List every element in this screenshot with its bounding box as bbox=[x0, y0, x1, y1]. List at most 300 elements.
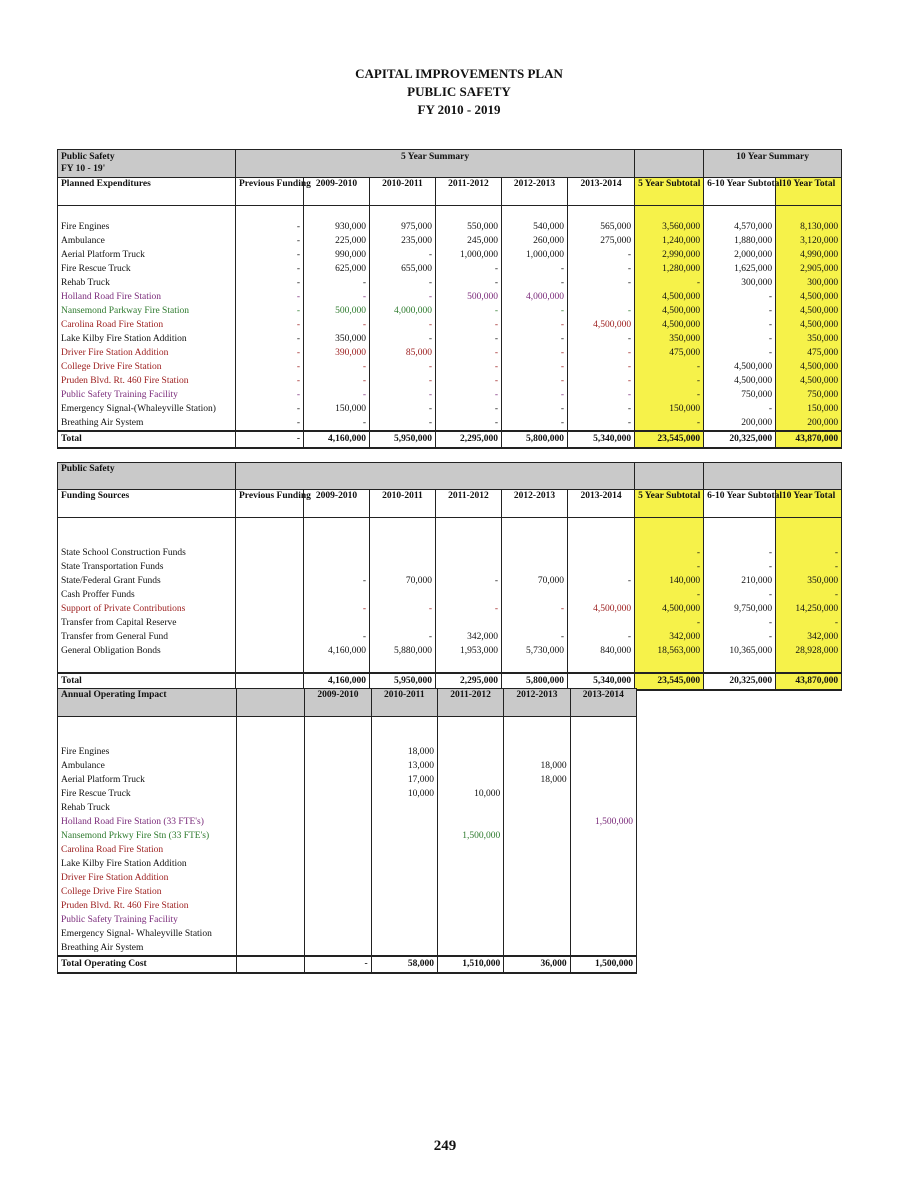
total-row bbox=[58, 431, 842, 448]
row-value: 4,160,000 bbox=[304, 644, 370, 658]
row-value bbox=[437, 857, 503, 871]
spacer-cell bbox=[236, 731, 304, 745]
row-value bbox=[436, 616, 502, 630]
table-row bbox=[58, 941, 637, 956]
row-value: - bbox=[635, 616, 704, 630]
row-value: 10,000 bbox=[437, 787, 503, 801]
row-value bbox=[236, 546, 304, 560]
total-value: 5,950,000 bbox=[370, 431, 436, 448]
total-value: - bbox=[305, 956, 371, 973]
row-value bbox=[570, 829, 636, 843]
row-value bbox=[371, 815, 437, 829]
row-value: 540,000 bbox=[502, 220, 568, 234]
funding-column-header bbox=[58, 490, 842, 518]
spacer-cell bbox=[370, 518, 436, 533]
row-value bbox=[370, 616, 436, 630]
spacer-cell bbox=[236, 717, 304, 732]
total-value: 4,160,000 bbox=[304, 431, 370, 448]
row-value bbox=[502, 546, 568, 560]
row-value: 342,000 bbox=[635, 630, 704, 644]
row-value bbox=[371, 801, 437, 815]
row-value bbox=[502, 560, 568, 574]
fund-col-2009-2010: 2009-2010 bbox=[304, 490, 370, 518]
spacer-cell bbox=[437, 717, 503, 732]
row-value bbox=[437, 913, 503, 927]
row-blank-cell bbox=[236, 801, 304, 815]
row-value: - bbox=[436, 388, 502, 402]
row-value: - bbox=[236, 290, 304, 304]
row-value: 342,000 bbox=[776, 630, 842, 644]
row-value: - bbox=[704, 318, 776, 332]
doc-title: CAPITAL IMPROVEMENTS PLAN bbox=[355, 66, 563, 81]
col-2013-2014: 2013-2014 bbox=[568, 178, 635, 206]
row-value: 4,500,000 bbox=[568, 602, 635, 616]
row-value bbox=[570, 885, 636, 899]
table-row bbox=[58, 416, 842, 431]
spacer-cell bbox=[504, 717, 570, 732]
row-value: - bbox=[436, 318, 502, 332]
row-value bbox=[370, 588, 436, 602]
funding-header-right bbox=[704, 463, 842, 490]
row-value: - bbox=[370, 318, 436, 332]
row-value: - bbox=[304, 630, 370, 644]
row-label: Holland Road Fire Station bbox=[58, 290, 236, 304]
row-value bbox=[236, 616, 304, 630]
row-value: - bbox=[304, 388, 370, 402]
row-value: 1,953,000 bbox=[436, 644, 502, 658]
row-value: 350,000 bbox=[304, 332, 370, 346]
row-label: Rehab Truck bbox=[58, 276, 236, 290]
row-value: - bbox=[236, 402, 304, 416]
row-value bbox=[236, 560, 304, 574]
row-value: 300,000 bbox=[704, 276, 776, 290]
row-value: - bbox=[236, 416, 304, 431]
spacer-cell bbox=[58, 206, 236, 221]
row-label: Lake Kilby Fire Station Addition bbox=[58, 857, 237, 871]
row-value: - bbox=[502, 374, 568, 388]
row-value: 390,000 bbox=[304, 346, 370, 360]
spacer-cell bbox=[570, 717, 636, 732]
header-gap bbox=[635, 150, 704, 178]
row-blank-cell bbox=[236, 927, 304, 941]
total-value: 5,340,000 bbox=[568, 431, 635, 448]
row-value: - bbox=[704, 546, 776, 560]
row-value: - bbox=[236, 388, 304, 402]
row-value bbox=[436, 588, 502, 602]
row-value: 475,000 bbox=[776, 346, 842, 360]
table-row bbox=[58, 220, 842, 234]
row-label: Carolina Road Fire Station bbox=[58, 318, 236, 332]
total-value: 1,500,000 bbox=[570, 956, 636, 973]
row-label: Emergency Signal-(Whaleyville Station) bbox=[58, 402, 236, 416]
row-value bbox=[371, 927, 437, 941]
row-value bbox=[236, 574, 304, 588]
row-value: - bbox=[236, 220, 304, 234]
row-value: 18,563,000 bbox=[635, 644, 704, 658]
row-blank-cell bbox=[236, 815, 304, 829]
row-value: - bbox=[502, 630, 568, 644]
row-value bbox=[304, 560, 370, 574]
row-label: State Transportation Funds bbox=[58, 560, 236, 574]
row-value: - bbox=[436, 416, 502, 431]
row-value bbox=[502, 588, 568, 602]
row-value: - bbox=[236, 374, 304, 388]
row-value: 235,000 bbox=[370, 234, 436, 248]
row-value: 3,560,000 bbox=[635, 220, 704, 234]
operating-section-label: Annual Operating Impact bbox=[58, 689, 237, 717]
row-label: Pruden Blvd. Rt. 460 Fire Station bbox=[58, 899, 237, 913]
row-value: - bbox=[568, 262, 635, 276]
row-value: - bbox=[436, 262, 502, 276]
row-value bbox=[437, 815, 503, 829]
row-value: - bbox=[370, 388, 436, 402]
spacer-cell bbox=[504, 731, 570, 745]
spacer-cell bbox=[568, 532, 635, 546]
row-value: - bbox=[568, 276, 635, 290]
row-label: Fire Engines bbox=[58, 745, 237, 759]
spacer-cell bbox=[370, 658, 436, 673]
spacer-cell bbox=[304, 532, 370, 546]
row-value bbox=[437, 941, 503, 956]
row-label: Aerial Platform Truck bbox=[58, 248, 236, 262]
row-value: - bbox=[370, 402, 436, 416]
spacer-cell bbox=[502, 658, 568, 673]
row-value bbox=[305, 871, 371, 885]
row-value: 475,000 bbox=[635, 346, 704, 360]
row-value: - bbox=[704, 332, 776, 346]
row-label: Carolina Road Fire Station bbox=[58, 843, 237, 857]
row-value bbox=[370, 560, 436, 574]
row-value bbox=[371, 913, 437, 927]
spacer-cell bbox=[570, 731, 636, 745]
table-row bbox=[58, 773, 637, 787]
funding-summary-header bbox=[58, 463, 842, 490]
total-label: Total bbox=[58, 431, 236, 448]
row-value bbox=[305, 927, 371, 941]
row-value bbox=[305, 745, 371, 759]
table-row bbox=[58, 588, 842, 602]
row-value: - bbox=[635, 546, 704, 560]
row-value: - bbox=[436, 304, 502, 318]
row-value: 18,000 bbox=[504, 759, 570, 773]
table-row bbox=[58, 644, 842, 658]
spacer-cell bbox=[436, 206, 502, 221]
row-value: 565,000 bbox=[568, 220, 635, 234]
total-value: 58,000 bbox=[371, 956, 437, 973]
row-value: - bbox=[236, 234, 304, 248]
row-value: 260,000 bbox=[502, 234, 568, 248]
row-label: Pruden Blvd. Rt. 460 Fire Station bbox=[58, 374, 236, 388]
expenditures-body bbox=[58, 206, 842, 449]
spacer-cell bbox=[371, 731, 437, 745]
op-col-2013-2014: 2013-2014 bbox=[570, 689, 636, 717]
row-label: Transfer from General Fund bbox=[58, 630, 236, 644]
row-value bbox=[305, 815, 371, 829]
row-value bbox=[570, 745, 636, 759]
row-value bbox=[570, 899, 636, 913]
table-row bbox=[58, 759, 637, 773]
row-value: 350,000 bbox=[776, 332, 842, 346]
table-row bbox=[58, 560, 842, 574]
row-value: 13,000 bbox=[371, 759, 437, 773]
row-value: - bbox=[304, 318, 370, 332]
row-value bbox=[437, 745, 503, 759]
row-value bbox=[504, 885, 570, 899]
row-value: 1,240,000 bbox=[635, 234, 704, 248]
row-label: State School Construction Funds bbox=[58, 546, 236, 560]
row-value: - bbox=[502, 360, 568, 374]
row-value: - bbox=[568, 304, 635, 318]
row-value: - bbox=[370, 332, 436, 346]
row-label: Ambulance bbox=[58, 234, 236, 248]
row-value: 500,000 bbox=[304, 304, 370, 318]
spacer-cell bbox=[436, 658, 502, 673]
row-value: - bbox=[436, 332, 502, 346]
row-label: Cash Proffer Funds bbox=[58, 588, 236, 602]
total-value: 5,950,000 bbox=[370, 673, 436, 690]
row-value: - bbox=[370, 630, 436, 644]
table-row bbox=[58, 234, 842, 248]
row-value bbox=[504, 815, 570, 829]
row-value bbox=[436, 560, 502, 574]
row-value bbox=[305, 801, 371, 815]
spacer-cell bbox=[704, 532, 776, 546]
row-value: 4,500,000 bbox=[635, 318, 704, 332]
doc-fiscal-years: FY 2010 - 2019 bbox=[417, 102, 501, 117]
row-value bbox=[570, 871, 636, 885]
row-value bbox=[236, 602, 304, 616]
row-label: Nansemond Prkwy Fire Stn (33 FTE's) bbox=[58, 829, 237, 843]
row-value bbox=[305, 773, 371, 787]
row-value: - bbox=[436, 346, 502, 360]
row-value bbox=[568, 560, 635, 574]
col-2011-2012: 2011-2012 bbox=[436, 178, 502, 206]
row-value: 245,000 bbox=[436, 234, 502, 248]
table-row bbox=[58, 318, 842, 332]
row-value bbox=[437, 927, 503, 941]
row-value: 5,880,000 bbox=[370, 644, 436, 658]
row-value bbox=[305, 843, 371, 857]
row-value bbox=[570, 927, 636, 941]
row-label: State/Federal Grant Funds bbox=[58, 574, 236, 588]
col-2012-2013: 2012-2013 bbox=[502, 178, 568, 206]
row-value bbox=[568, 290, 635, 304]
row-value bbox=[570, 941, 636, 956]
spacer-cell bbox=[305, 731, 371, 745]
section-label: Planned Expenditures bbox=[58, 178, 236, 206]
row-label: Aerial Platform Truck bbox=[58, 773, 237, 787]
op-col-blank bbox=[236, 689, 304, 717]
col-previous-funding: Previous Funding bbox=[236, 178, 304, 206]
row-value: - bbox=[436, 276, 502, 290]
row-label: Holland Road Fire Station (33 FTE's) bbox=[58, 815, 237, 829]
row-value: - bbox=[568, 402, 635, 416]
row-value: 10,365,000 bbox=[704, 644, 776, 658]
row-value: - bbox=[568, 346, 635, 360]
row-value: - bbox=[370, 374, 436, 388]
row-value: 225,000 bbox=[304, 234, 370, 248]
total-value: 23,545,000 bbox=[635, 673, 704, 690]
row-value bbox=[305, 913, 371, 927]
row-value bbox=[570, 913, 636, 927]
row-value: 1,000,000 bbox=[436, 248, 502, 262]
row-value: 500,000 bbox=[436, 290, 502, 304]
total-value: 5,800,000 bbox=[502, 431, 568, 448]
fund-col-2012-2013: 2012-2013 bbox=[502, 490, 568, 518]
row-value: - bbox=[568, 574, 635, 588]
spacer-cell bbox=[370, 532, 436, 546]
funding-body bbox=[58, 518, 842, 691]
row-value bbox=[371, 899, 437, 913]
operating-column-header bbox=[58, 689, 637, 717]
row-value: 1,500,000 bbox=[570, 815, 636, 829]
spacer-row bbox=[58, 658, 842, 673]
expenditures-column-header bbox=[58, 178, 842, 206]
funding-header-span bbox=[236, 463, 635, 490]
table-row bbox=[58, 787, 637, 801]
table-row bbox=[58, 360, 842, 374]
row-value: - bbox=[436, 402, 502, 416]
row-value: - bbox=[568, 374, 635, 388]
row-value bbox=[437, 801, 503, 815]
row-value bbox=[504, 801, 570, 815]
row-value: 70,000 bbox=[370, 574, 436, 588]
row-value: 350,000 bbox=[635, 332, 704, 346]
row-blank-cell bbox=[236, 899, 304, 913]
row-value: - bbox=[370, 360, 436, 374]
table-row bbox=[58, 871, 637, 885]
spacer-cell bbox=[502, 518, 568, 533]
operating-table bbox=[57, 688, 637, 974]
row-value: - bbox=[304, 276, 370, 290]
row-value: - bbox=[236, 276, 304, 290]
total-value: 4,160,000 bbox=[304, 673, 370, 690]
table-row bbox=[58, 857, 637, 871]
row-value: 4,990,000 bbox=[776, 248, 842, 262]
row-value: 4,500,000 bbox=[776, 318, 842, 332]
total-value: 43,870,000 bbox=[776, 673, 842, 690]
row-value bbox=[437, 773, 503, 787]
spacer-cell bbox=[371, 717, 437, 732]
department-name: Public Safety bbox=[61, 152, 115, 162]
row-value bbox=[371, 857, 437, 871]
table-row bbox=[58, 745, 637, 759]
spacer-row bbox=[58, 532, 842, 546]
table-row bbox=[58, 801, 637, 815]
col-10yr-total: 10 Year Total bbox=[776, 178, 842, 206]
spacer-cell bbox=[58, 717, 237, 732]
total-label: Total bbox=[58, 673, 236, 690]
row-value: 350,000 bbox=[776, 574, 842, 588]
row-value bbox=[504, 843, 570, 857]
row-value: 4,500,000 bbox=[704, 374, 776, 388]
row-value: 1,280,000 bbox=[635, 262, 704, 276]
row-label: Public Safety Training Facility bbox=[58, 913, 237, 927]
row-value: - bbox=[704, 402, 776, 416]
spacer-cell bbox=[437, 731, 503, 745]
row-value bbox=[371, 885, 437, 899]
row-label: Breathing Air System bbox=[58, 941, 237, 956]
fund-col-10yr-total: 10 Year Total bbox=[776, 490, 842, 518]
row-value bbox=[236, 644, 304, 658]
row-label: Support of Private Contributions bbox=[58, 602, 236, 616]
total-blank-cell bbox=[236, 956, 304, 973]
fund-col-2010-2011: 2010-2011 bbox=[370, 490, 436, 518]
table-row bbox=[58, 602, 842, 616]
row-value bbox=[570, 801, 636, 815]
op-col-2011-2012: 2011-2012 bbox=[437, 689, 503, 717]
row-label: Breathing Air System bbox=[58, 416, 236, 431]
spacer-cell bbox=[236, 206, 304, 221]
total-value: 1,510,000 bbox=[437, 956, 503, 973]
table-row bbox=[58, 290, 842, 304]
row-value: 18,000 bbox=[504, 773, 570, 787]
row-blank-cell bbox=[236, 787, 304, 801]
table-row bbox=[58, 899, 637, 913]
row-value: 70,000 bbox=[502, 574, 568, 588]
row-value: 655,000 bbox=[370, 262, 436, 276]
spacer-row bbox=[58, 731, 637, 745]
row-blank-cell bbox=[236, 829, 304, 843]
row-value: - bbox=[568, 248, 635, 262]
spacer-cell bbox=[568, 658, 635, 673]
row-value: - bbox=[635, 416, 704, 431]
spacer-cell bbox=[305, 717, 371, 732]
spacer-cell bbox=[502, 532, 568, 546]
spacer-cell bbox=[436, 518, 502, 533]
spacer-cell bbox=[776, 206, 842, 221]
row-value: 18,000 bbox=[371, 745, 437, 759]
row-value: 14,250,000 bbox=[776, 602, 842, 616]
row-value: - bbox=[635, 374, 704, 388]
row-value: - bbox=[502, 318, 568, 332]
row-value: 17,000 bbox=[371, 773, 437, 787]
row-value: - bbox=[436, 374, 502, 388]
row-value: - bbox=[502, 276, 568, 290]
operating-body bbox=[58, 717, 637, 974]
row-value: - bbox=[236, 360, 304, 374]
row-blank-cell bbox=[236, 885, 304, 899]
row-value: 2,905,000 bbox=[776, 262, 842, 276]
col-2009-2010: 2009-2010 bbox=[304, 178, 370, 206]
row-value: 200,000 bbox=[704, 416, 776, 431]
op-col-2009-2010: 2009-2010 bbox=[305, 689, 371, 717]
row-value: 4,500,000 bbox=[776, 360, 842, 374]
row-value: 4,500,000 bbox=[635, 602, 704, 616]
row-value: 150,000 bbox=[776, 402, 842, 416]
row-value: 28,928,000 bbox=[776, 644, 842, 658]
fund-col-previous-funding: Previous Funding bbox=[236, 490, 304, 518]
spacer-cell bbox=[58, 518, 236, 533]
doc-subtitle: PUBLIC SAFETY bbox=[407, 84, 511, 99]
spacer-cell bbox=[58, 731, 237, 745]
row-value: 4,500,000 bbox=[635, 290, 704, 304]
row-value: - bbox=[704, 290, 776, 304]
ten-year-summary-label: 10 Year Summary bbox=[704, 150, 842, 178]
row-value: - bbox=[776, 616, 842, 630]
row-value: - bbox=[304, 290, 370, 304]
table-row bbox=[58, 913, 637, 927]
funding-department-label: Public Safety bbox=[58, 463, 236, 490]
table-row bbox=[58, 402, 842, 416]
row-value bbox=[570, 787, 636, 801]
total-value: 2,295,000 bbox=[436, 673, 502, 690]
row-value: - bbox=[236, 262, 304, 276]
row-value bbox=[371, 871, 437, 885]
row-value bbox=[570, 773, 636, 787]
table-row bbox=[58, 546, 842, 560]
expenditures-summary-header bbox=[58, 150, 842, 178]
